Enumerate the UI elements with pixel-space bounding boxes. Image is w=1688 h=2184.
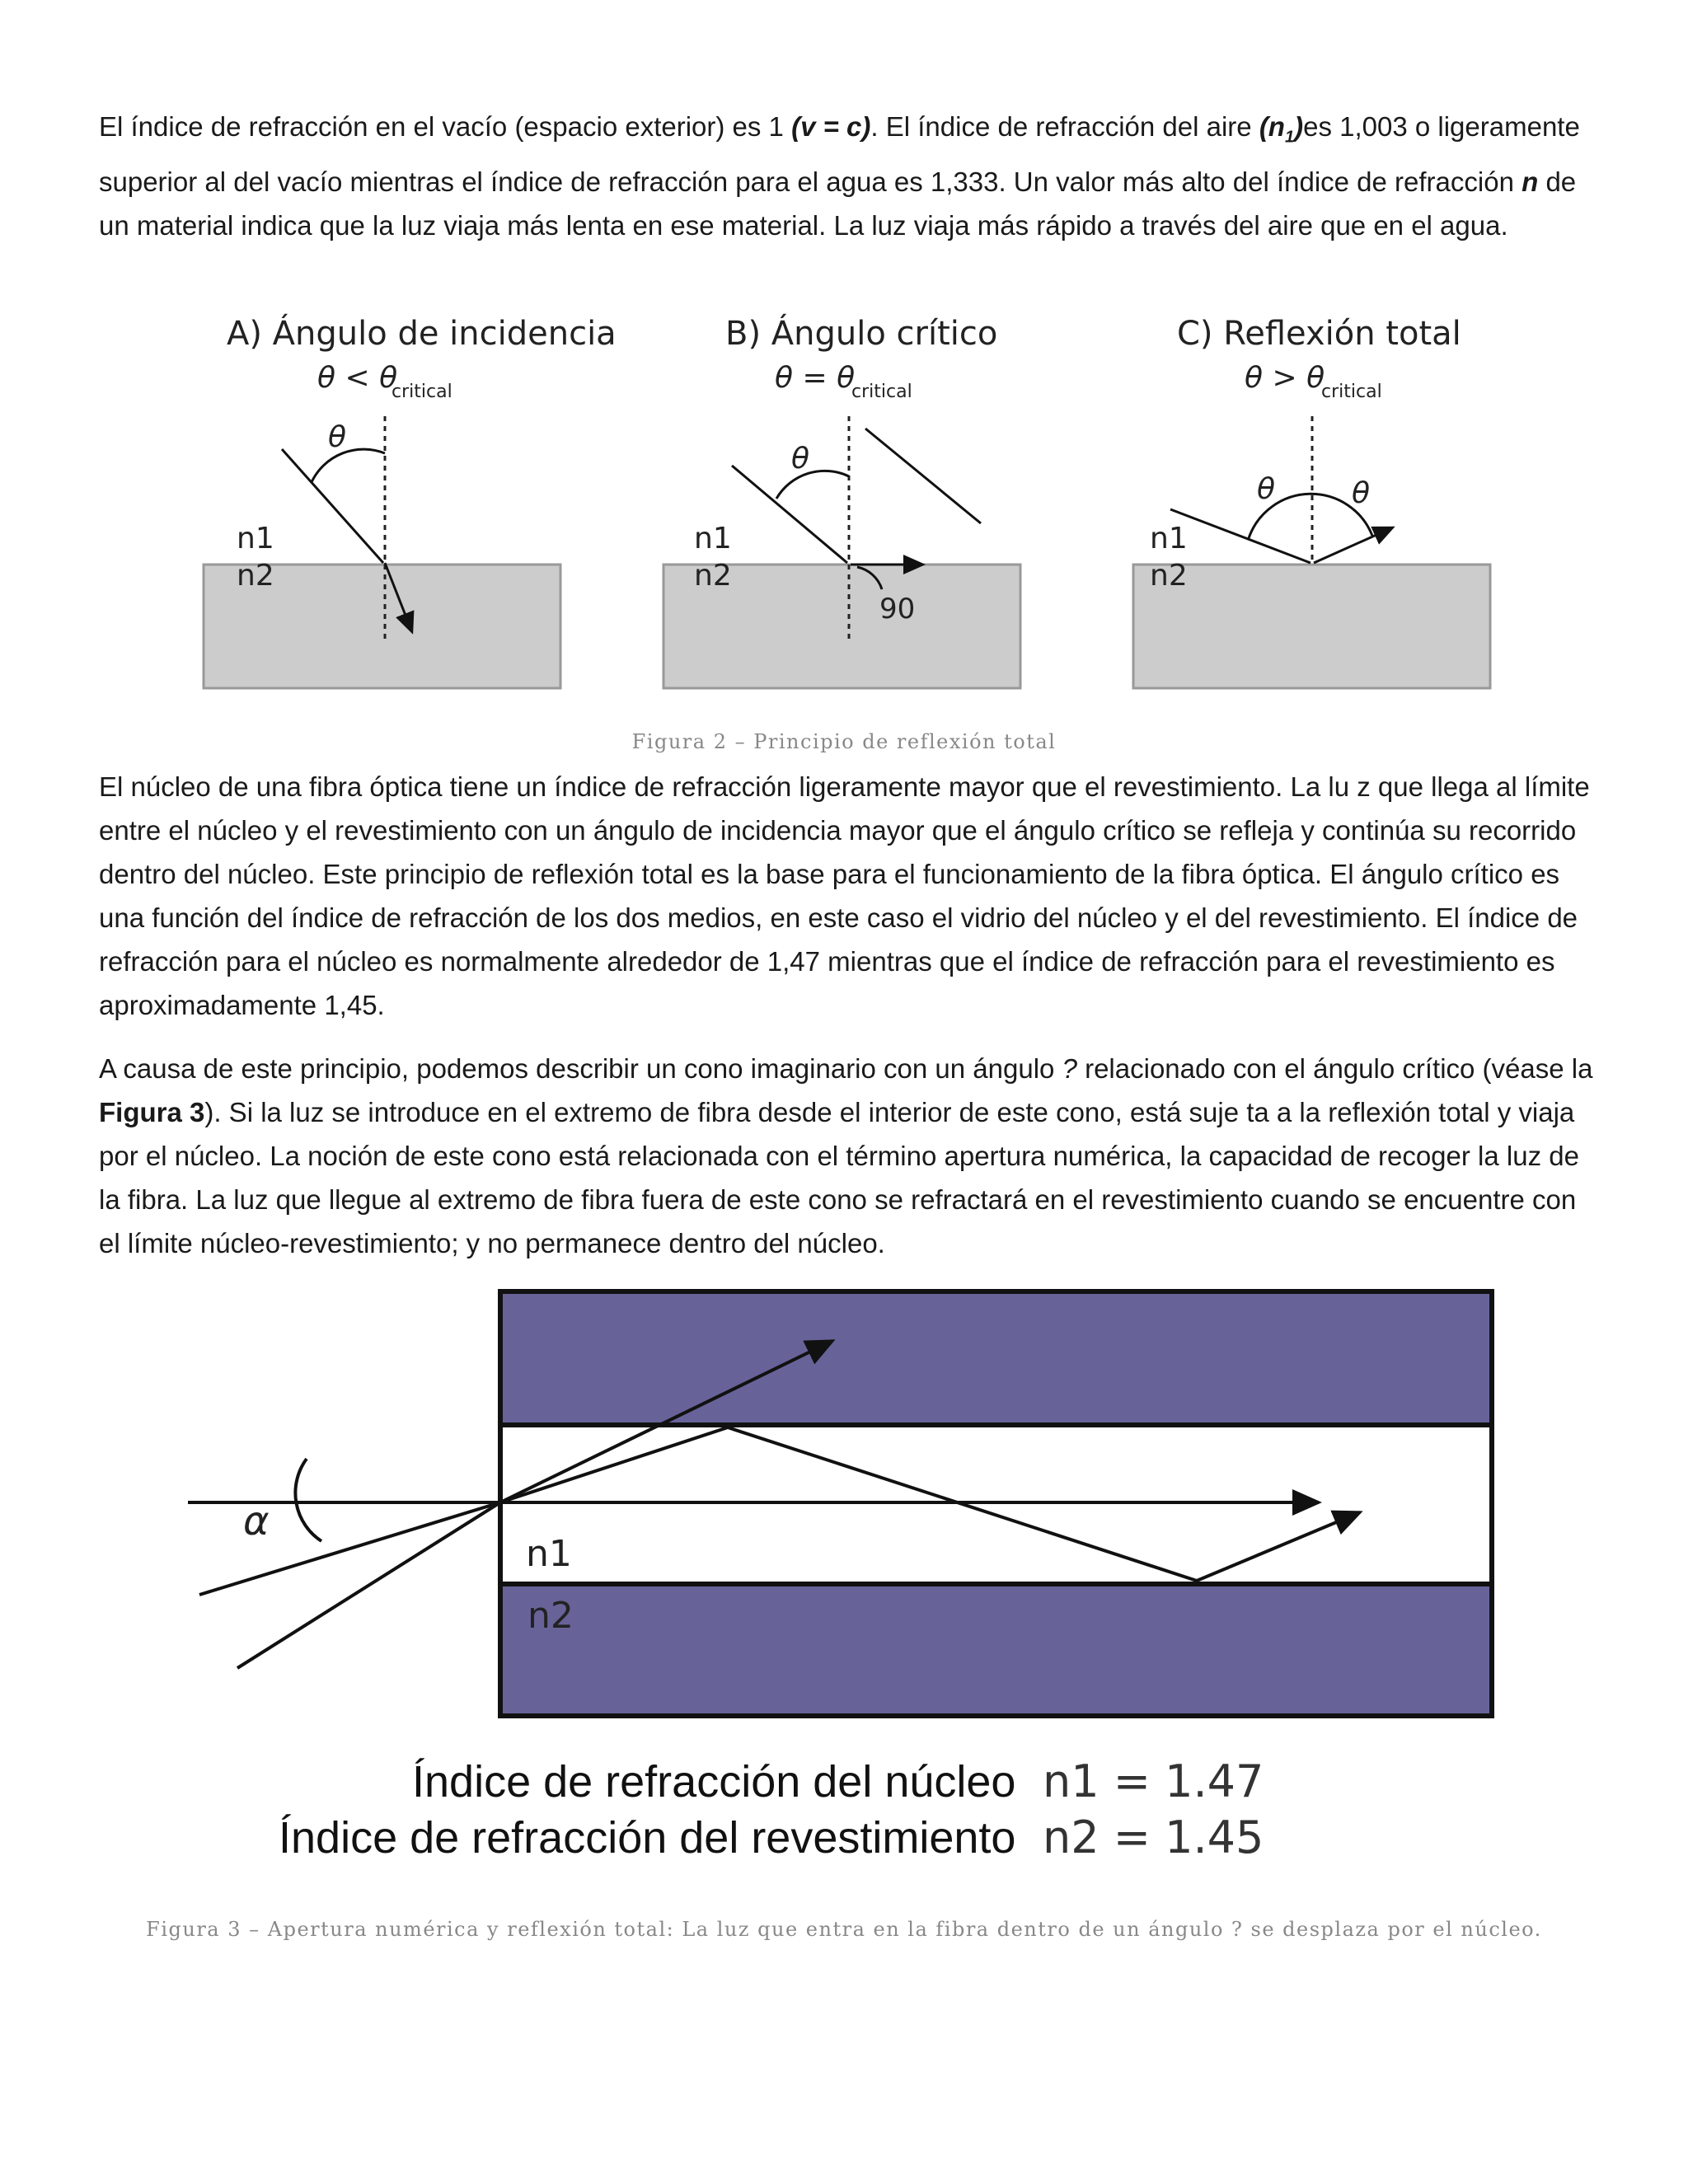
figure-3-caption: Figura 3 – Apertura numérica y reflexión total: La luz que entra en la fibra dentro de un ángulo ? se desplaza por el núcleo.	[146, 1918, 1542, 1941]
core-label: n1	[526, 1533, 572, 1575]
text-run: de un material indica que la luz viaja más lenta en ese material. La luz viaja más rápido a través del aire que en el agua.	[99, 166, 1577, 241]
cladding-top	[500, 1291, 1492, 1425]
legend-cladding-value: n2 = 1.45	[1043, 1811, 1264, 1863]
panel-a-theta: θ	[328, 420, 347, 454]
figure-2-diagram	[0, 305, 1688, 717]
panel-a-sub: critical	[392, 382, 452, 402]
text-run: El índice de refracción en el vacío (espacio exterior) es 1	[99, 111, 792, 142]
panel-c-title: C) Reflexión total	[1177, 315, 1461, 353]
n1-symbol	[1259, 111, 1304, 147]
cladding-label: n2	[528, 1595, 574, 1637]
panel-b-angle-arc	[776, 471, 849, 499]
legend-core-text: Índice de refracción del núcleo	[412, 1757, 1016, 1807]
panel-c-sub: critical	[1321, 382, 1382, 402]
panel-c-reflected-ray	[1314, 527, 1393, 563]
panel-b-reflected-ray	[865, 429, 981, 523]
n-subscript: 1	[1284, 128, 1295, 147]
angle-symbol: ?	[1062, 1053, 1077, 1084]
n-letter: (n	[1259, 111, 1285, 142]
text-run: . El índice de refracción del aire	[870, 111, 1259, 142]
panel-b-incident-ray	[732, 466, 847, 563]
panel-a-title: A) Ángulo de incidencia	[227, 315, 617, 353]
legend-cladding-text: Índice de refracción del revestimiento	[279, 1813, 1016, 1863]
text-run: relacionado con el ángulo crítico (véase la	[1076, 1053, 1593, 1084]
outside-ray-in	[237, 1502, 500, 1668]
alpha-label: α	[243, 1498, 270, 1544]
figure-2-caption: Figura 2 – Principio de reflexión total	[631, 730, 1057, 753]
panel-a-n1: n1	[237, 522, 274, 555]
paragraph-fiber-core: El núcleo de una fibra óptica tiene un índice de refracción ligeramente mayor que el revestimiento. La lu z que llega al límite entre el núcleo y el revestimiento con un ángulo de incidencia mayor que el ángulo crítico se refleja y continúa su recorrido dentro del núcleo. Este principio de reflexión total es la base para el funcionamiento de la fibra óptica. El ángulo crítico es una función del índice de refracción de los dos medios, en este caso el vidrio del núcleo y el del revestimiento. El índice de refracción para el núcleo es normalmente alrededor de 1,47 mientras que el índice de refracción para el revestimiento es aproximadamente 1,45.	[99, 771, 1590, 1020]
figure-3-diagram	[0, 1277, 1688, 1871]
panel-b-sub: critical	[851, 382, 912, 402]
panel-c-n1: n1	[1150, 522, 1188, 555]
text-run: A causa de este principio, podemos describir un cono imaginario con un ángulo	[99, 1053, 1062, 1084]
panel-c-theta-right: θ	[1352, 476, 1371, 510]
panel-a-n2: n2	[237, 559, 274, 593]
panel-b-title: B) Ángulo crítico	[725, 315, 998, 353]
text-run: ). Si la luz se introduce en el extremo de fibra desde el interior de este cono, está suje ta a la reflexión total y viaja por el núcleo. La noción de este cono está relacionada con el término apertura numérica, la capacidad de recoger la luz de la fibra. La luz que llegue al extremo de fibra fuera de este cono se refractará en el revestimiento cuando se encuentre con el límite núcleo-revestimiento; y no permanece dentro del núcleo.	[99, 1097, 1579, 1258]
cladding-bottom	[500, 1584, 1492, 1716]
panel-a-angle-arc	[312, 449, 385, 482]
panel-c-theta-left: θ	[1257, 472, 1276, 506]
panel-b-n2: n2	[694, 559, 732, 593]
alpha-arc	[295, 1459, 321, 1541]
panel-a-incident-ray	[282, 449, 383, 563]
panel-c-n2: n2	[1150, 559, 1188, 593]
fiber-core	[500, 1425, 1492, 1584]
panel-a-condition: θ < θ	[317, 361, 398, 395]
paragraph-acceptance-cone	[99, 1047, 1599, 1265]
panel-b-n1: n1	[694, 522, 732, 555]
figure-3-reference: Figura 3	[99, 1097, 205, 1127]
paragraph-refraction-index	[99, 105, 1599, 247]
n-symbol: n	[1522, 166, 1539, 197]
text-run: es 1,003 o ligeramente superior al del vacío mientras el índice de refracción para el agua es 1,333. Un valor más alto del índice de refracción	[99, 111, 1580, 197]
panel-b-90: 90	[879, 593, 916, 626]
velocity-equation: (v = c)	[791, 111, 871, 142]
panel-b-theta: θ	[791, 442, 810, 476]
panel-b-condition: θ = θ	[775, 361, 856, 395]
n-close: )	[1294, 111, 1304, 142]
legend-core-value: n1 = 1.47	[1043, 1755, 1264, 1807]
panel-c-incident-ray	[1170, 509, 1311, 563]
panel-c-condition: θ > θ	[1245, 361, 1325, 395]
